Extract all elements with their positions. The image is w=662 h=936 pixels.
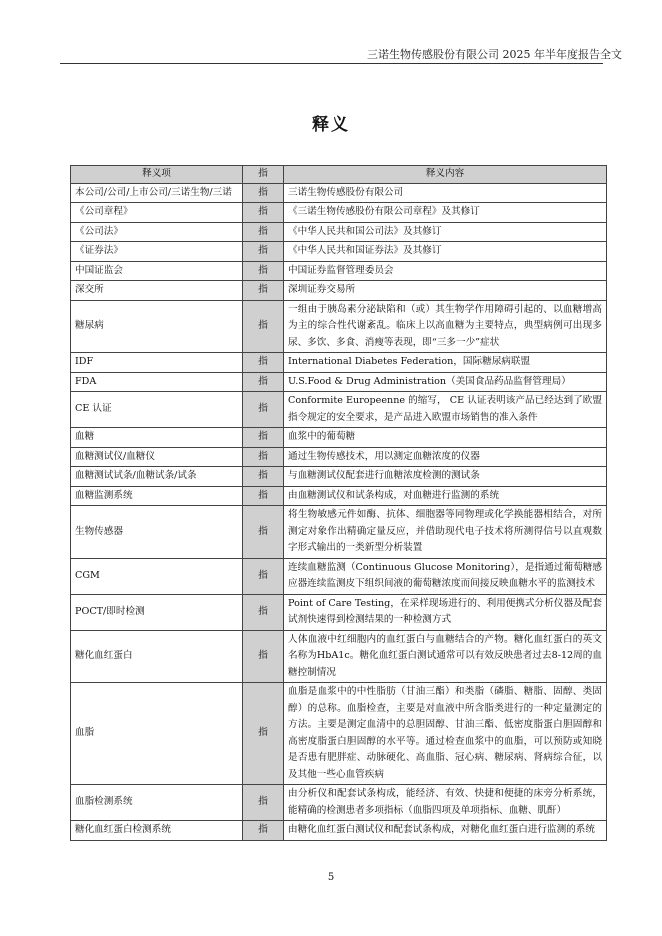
mark-cell: 指	[243, 594, 284, 630]
definition-cell: 由糖化血红蛋白测试仪和配套试条构成，对糖化血红蛋白进行监测的系统	[284, 821, 607, 841]
table-row	[71, 486, 607, 506]
definition-cell: 《中华人民共和国证券法》及其修订	[284, 242, 607, 262]
term-cell: 深交所	[71, 281, 243, 301]
header-divider	[60, 63, 603, 64]
mark-cell: 指	[243, 428, 284, 448]
term-cell: CE 认证	[71, 392, 243, 428]
table-header-row	[71, 166, 607, 184]
definition-cell: 人体血液中红细胞内的血红蛋白与血糖结合的产物。糖化血红蛋白的英文名称为HbA1c。糖化血红蛋白测试通常可以有效反映患者过去8-12周的血糖控制情况	[284, 630, 607, 683]
table-row	[71, 558, 607, 594]
term-cell: POCT/即时检测	[71, 594, 243, 630]
definitions-table	[70, 165, 607, 841]
definition-cell: 三诺生物传感股份有限公司	[284, 183, 607, 203]
term-cell: 生物传感器	[71, 506, 243, 559]
table-row	[71, 683, 607, 785]
column-header-definition: 释义内容	[284, 166, 607, 184]
term-cell: 本公司/公司/上市公司/三诺生物/三诺	[71, 183, 243, 203]
table-row	[71, 222, 607, 242]
term-cell: 血糖监测系统	[71, 486, 243, 506]
header-text: 三诺生物传感股份有限公司 2025 年半年度报告全文	[367, 48, 622, 61]
definition-cell: 由血糖测试仪和试条构成，对血糖进行监测的系统	[284, 486, 607, 506]
mark-cell: 指	[243, 558, 284, 594]
term-cell: 中国证监会	[71, 261, 243, 281]
page-title: 释义	[312, 115, 350, 135]
term-cell: 《公司章程》	[71, 203, 243, 223]
term-cell: 血糖	[71, 428, 243, 448]
mark-cell: 指	[243, 821, 284, 841]
definition-cell: 通过生物传感技术，用以测定血糖浓度的仪器	[284, 447, 607, 467]
definition-cell: U.S.Food & Drug Administration（美国食品药品监督管理局）	[284, 372, 607, 392]
mark-cell: 指	[243, 630, 284, 683]
column-header-term: 释义项	[71, 166, 243, 184]
definition-cell: 《中华人民共和国公司法》及其修订	[284, 222, 607, 242]
mark-cell: 指	[243, 506, 284, 559]
definition-cell: 血脂是血浆中的中性脂肪（甘油三酯）和类脂（磷脂、糖脂、固醇、类固醇）的总称。血脂检查，主要是对血液中所含脂类进行的一种定量测定的方法。主要是测定血清中的总胆固醇、甘油三酯、低密度脂蛋白胆固醇和高密度脂蛋白胆固醇的水平等。通过检查血浆中的血脂，可以预防或知晓是否患有肥胖症、动脉硬化、高血脂、冠心病、糖尿病、肾病综合征，以及其他一些心血管疾病	[284, 683, 607, 785]
mark-cell: 指	[243, 683, 284, 785]
term-cell: IDF	[71, 353, 243, 373]
mark-cell: 指	[243, 300, 284, 353]
table-row	[71, 281, 607, 301]
term-cell: 糖尿病	[71, 300, 243, 353]
table-row	[71, 183, 607, 203]
term-cell: CGM	[71, 558, 243, 594]
table-row	[71, 353, 607, 373]
table-row	[71, 428, 607, 448]
table-row	[71, 261, 607, 281]
mark-cell: 指	[243, 281, 284, 301]
term-cell: 《证券法》	[71, 242, 243, 262]
table-row	[71, 300, 607, 353]
table-row	[71, 594, 607, 630]
mark-cell: 指	[243, 785, 284, 821]
column-header-mark: 指	[243, 166, 284, 184]
term-cell: 血脂	[71, 683, 243, 785]
definition-cell: 一组由于胰岛素分泌缺陷和（或）其生物学作用障碍引起的、以血糖增高为主的综合性代谢紊乱。临床上以高血糖为主要特点，典型病例可出现多尿、多饮、多食、消瘦等表现，即“三多一少”症状	[284, 300, 607, 353]
term-cell: 血脂检测系统	[71, 785, 243, 821]
mark-cell: 指	[243, 486, 284, 506]
term-cell: 糖化血红蛋白检测系统	[71, 821, 243, 841]
mark-cell: 指	[243, 372, 284, 392]
term-cell: 糖化血红蛋白	[71, 630, 243, 683]
table-row	[71, 447, 607, 467]
table-row	[71, 785, 607, 821]
definition-cell: 血浆中的葡萄糖	[284, 428, 607, 448]
mark-cell: 指	[243, 353, 284, 373]
table-row	[71, 203, 607, 223]
table-row	[71, 630, 607, 683]
definition-cell: 由分析仪和配套试条构成，能经济、有效、快捷和便捷的床旁分析系统，能精确的检测患者多项指标（血脂四项及单项指标、血糖、肌酐）	[284, 785, 607, 821]
table-row	[71, 372, 607, 392]
term-cell: 《公司法》	[71, 222, 243, 242]
table-body	[71, 183, 607, 840]
definition-cell: 深圳证券交易所	[284, 281, 607, 301]
definition-cell: 连续血糖监测（Continuous Glucose Monitoring），是指通过葡萄糖感应器连续监测皮下组织间液的葡萄糖浓度而间接反映血糖水平的监测技术	[284, 558, 607, 594]
table-row	[71, 242, 607, 262]
definition-cell: Conformite Europeenne 的缩写， CE 认证表明该产品已经达到了欧盟指令规定的安全要求，是产品进入欧盟市场销售的准入条件	[284, 392, 607, 428]
mark-cell: 指	[243, 261, 284, 281]
table-row	[71, 467, 607, 487]
definition-cell: 将生物敏感元件如酶、抗体、细胞器等同物理或化学换能器相结合，对所测定对象作出精确定量反应，并借助现代电子技术将所测得信号以直观数字形式输出的一类新型分析装置	[284, 506, 607, 559]
definition-cell: International Diabetes Federation，国际糖尿病联盟	[284, 353, 607, 373]
mark-cell: 指	[243, 183, 284, 203]
definition-cell: 与血糖测试仪配套进行血糖浓度检测的测试条	[284, 467, 607, 487]
definition-cell: 中国证券监督管理委员会	[284, 261, 607, 281]
page-number: 5	[327, 872, 335, 883]
table-row	[71, 392, 607, 428]
mark-cell: 指	[243, 203, 284, 223]
mark-cell: 指	[243, 222, 284, 242]
definition-cell: Point of Care Testing，在采样现场进行的、利用便携式分析仪器及配套试剂快速得到检测结果的一种检测方式	[284, 594, 607, 630]
mark-cell: 指	[243, 242, 284, 262]
table-row	[71, 821, 607, 841]
table-row	[71, 506, 607, 559]
term-cell: 血糖测试试条/血糖试条/试条	[71, 467, 243, 487]
mark-cell: 指	[243, 467, 284, 487]
mark-cell: 指	[243, 392, 284, 428]
definition-cell: 《三诺生物传感股份有限公司章程》及其修订	[284, 203, 607, 223]
term-cell: 血糖测试仪/血糖仪	[71, 447, 243, 467]
term-cell: FDA	[71, 372, 243, 392]
mark-cell: 指	[243, 447, 284, 467]
